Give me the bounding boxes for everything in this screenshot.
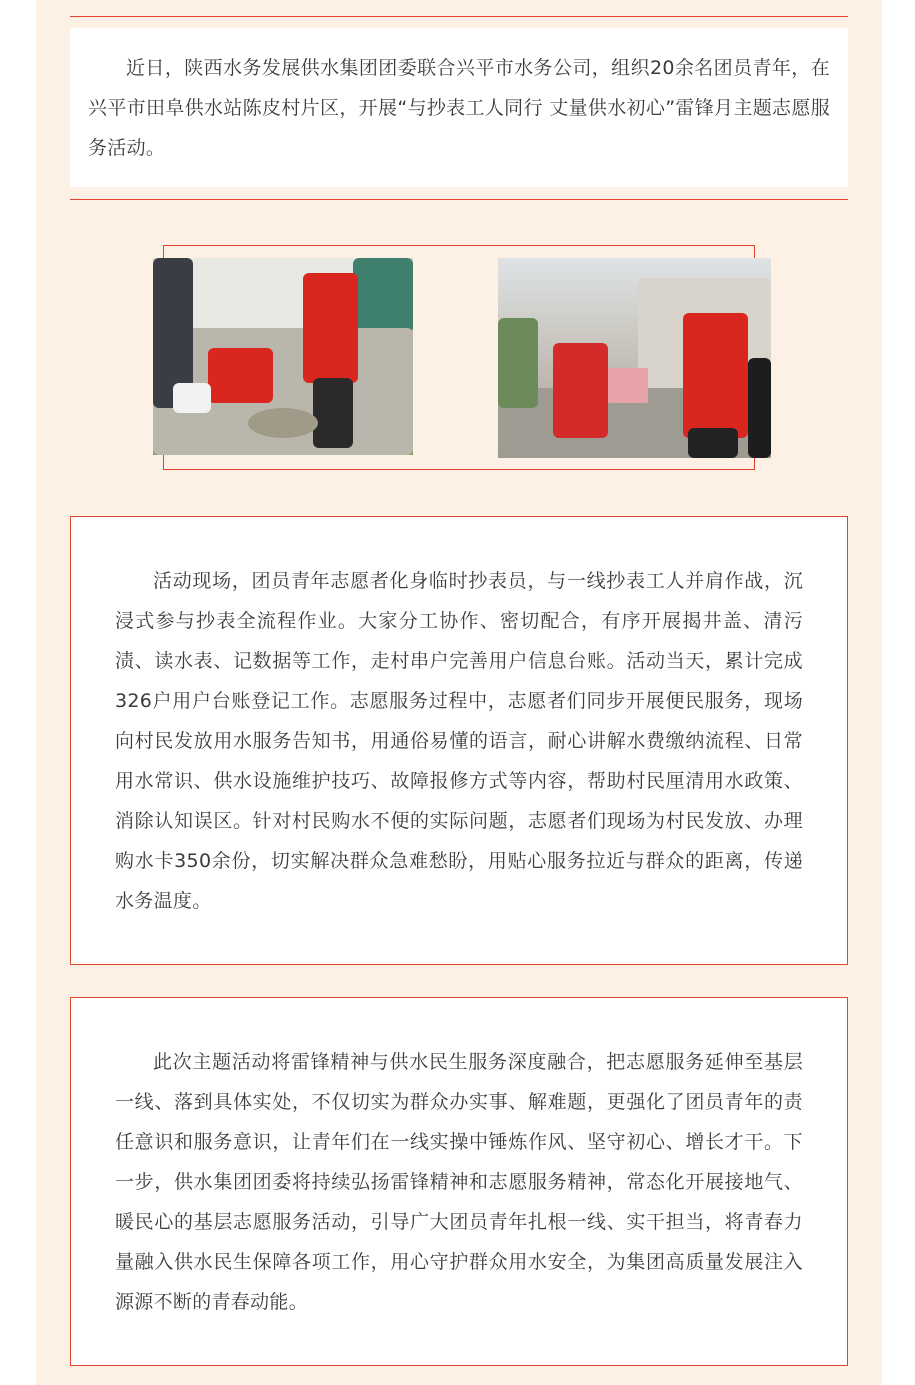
divider-top — [70, 16, 848, 17]
photo-notice-handout — [498, 258, 771, 458]
intro-box — [70, 28, 848, 187]
activity-box — [70, 516, 848, 965]
activity-text: 活动现场，团员青年志愿者化身临时抄表员，与一线抄表工人并肩作战，沉浸式参与抄表全流程作业。大家分工协作、密切配合，有序开展揭井盖、清污渍、读水表、记数据等工作，走村串户完善用户信息台账。活动当天，累计完成326户用户台账登记工作。志愿服务过程中，志愿者们同步开展便民服务，现场向村民发放用水服务告知书，用通俗易懂的语言，耐心讲解水费缴纳流程、日常用水常识、供水设施维护技巧、故障报修方式等内容，帮助村民厘清用水政策、消除认知误区。针对村民购水不便的实际问题，志愿者们现场为村民发放、办理购水卡350余份，切实解决群众急难愁盼，用贴心服务拉近与群众的距离，传递水务温度。 — [115, 570, 803, 912]
intro-text: 近日，陕西水务发展供水集团团委联合兴平市水务公司，组织20余名团员青年，在兴平市田阜供水站陈皮村片区，开展“与抄表工人同行 丈量供水初心”雷锋月主题志愿服务活动。 — [88, 57, 830, 159]
summary-box — [70, 997, 848, 1366]
photo-meter-reading — [153, 258, 413, 455]
summary-text: 此次主题活动将雷锋精神与供水民生服务深度融合，把志愿服务延伸至基层一线、落到具体实处，不仅切实为群众办实事、解难题，更强化了团员青年的责任意识和服务意识，让青年们在一线实操中锤炼作风、坚守初心、增长才干。下一步，供水集团团委将持续弘扬雷锋精神和志愿服务精神，常态化开展接地气、暖民心的基层志愿服务活动，引导广大团员青年扎根一线、实干担当，将青春力量融入供水民生保障各项工作，用心守护群众用水安全，为集团高质量发展注入源源不断的青春动能。 — [115, 1051, 803, 1313]
divider-bottom — [70, 199, 848, 200]
